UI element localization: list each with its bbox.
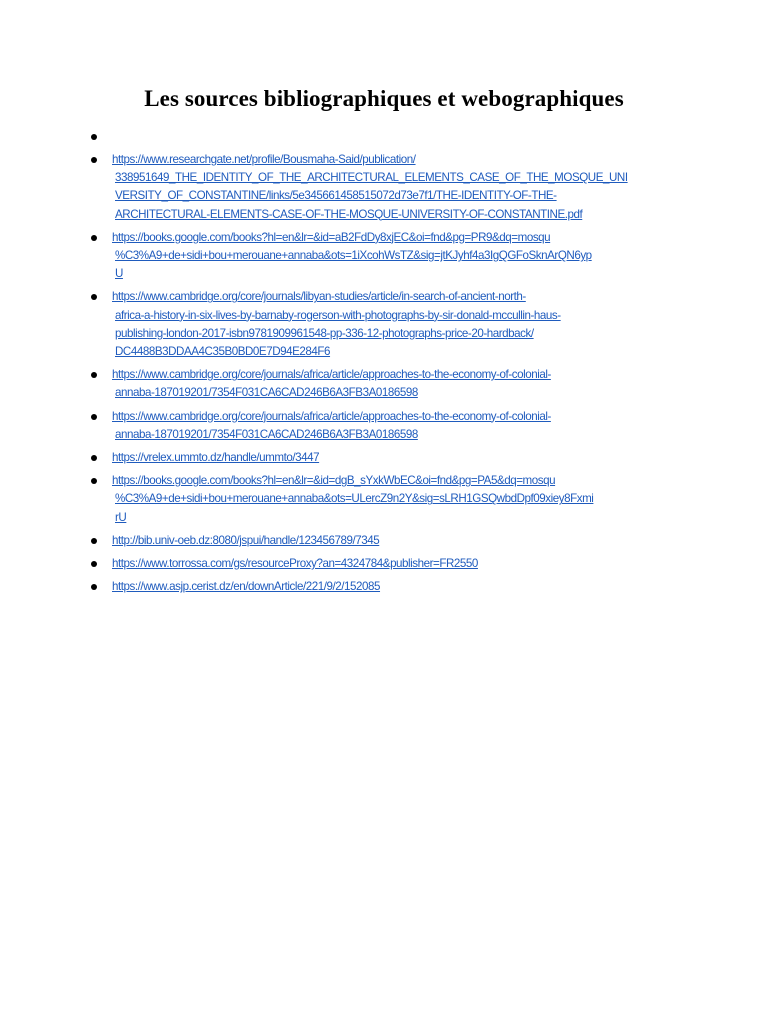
reference-link[interactable]: [112, 366, 680, 402]
bullet-icon: [91, 414, 97, 420]
reference-link-line: 338951649_THE_IDENTITY_OF_THE_ARCHITECTURAL_ELEMENTS_CASE_OF_THE_MOSQUE_UNI: [115, 171, 628, 185]
reference-link-line: https://books.google.com/books?hl=en&lr=&id=aB2FdDy8xjEC&oi=fnd&pg=PR9&dq=mosqu: [112, 230, 551, 244]
reference-link[interactable]: [112, 288, 680, 361]
reference-list: [90, 128, 680, 601]
bullet-icon: [91, 134, 97, 140]
list-item: [90, 408, 680, 444]
reference-link[interactable]: [112, 229, 680, 284]
reference-link[interactable]: [112, 532, 680, 550]
reference-link-line: DC4488B3DDAA4C35B0BD0E7D94E284F6: [115, 345, 331, 359]
reference-link-line: %C3%A9+de+sidi+bou+merouane+annaba&ots=ULercZ9n2Y&sig=sLRH1GSQwbdDpf09xiey8Fxmi: [115, 492, 594, 506]
reference-link[interactable]: [112, 472, 680, 527]
reference-link-line: https://www.cambridge.org/core/journals/libyan-studies/article/in-search-of-ancient-north-: [112, 290, 526, 304]
reference-link-line: U: [115, 267, 123, 281]
reference-link[interactable]: [112, 408, 680, 444]
reference-link-line: ARCHITECTURAL-ELEMENTS-CASE-OF-THE-MOSQUE-UNIVERSITY-OF-CONSTANTINE.pdf: [115, 207, 583, 221]
list-item: [90, 472, 680, 527]
reference-link[interactable]: [112, 151, 680, 224]
bullet-icon: [91, 294, 97, 300]
reference-link-line: VERSITY_OF_CONSTANTINE/links/5e345661458515072d73e7f1/THE-IDENTITY-OF-THE-: [115, 189, 557, 203]
page-title: Les sources bibliographiques et webographiques: [144, 86, 624, 111]
reference-link-line: https://www.researchgate.net/profile/Bousmaha-Said/publication/: [112, 153, 416, 166]
reference-link-line: rU: [115, 510, 127, 524]
reference-link-line: %C3%A9+de+sidi+bou+merouane+annaba&ots=1iXcohWsTZ&sig=jtKJyhf4a3IgQGFoSknArQN6yp: [115, 249, 592, 263]
reference-link[interactable]: [112, 578, 680, 596]
reference-link-line: annaba-187019201/7354F031CA6CAD246B6A3FB3A0186598: [115, 427, 418, 441]
reference-link[interactable]: [112, 449, 680, 467]
reference-link-line: https://www.cambridge.org/core/journals/africa/article/approaches-to-the-economy-of-colonial-: [112, 368, 551, 382]
reference-link-line: africa-a-history-in-six-lives-by-barnaby-rogerson-with-photographs-by-sir-donald-mccullin-haus-: [115, 308, 561, 322]
list-item: [90, 128, 680, 146]
bullet-icon: [91, 455, 97, 461]
empty-list-entry: [112, 128, 680, 146]
reference-link-line: https://vrelex.ummto.dz/handle/ummto/3447: [112, 451, 320, 465]
list-item: [90, 555, 680, 573]
bullet-icon: [91, 561, 97, 567]
list-item: [90, 288, 680, 361]
reference-link-line: publishing-london-2017-isbn9781909961548-pp-336-12-photographs-price-20-hardback/: [115, 326, 534, 340]
bullet-icon: [91, 584, 97, 590]
list-item: [90, 151, 680, 224]
reference-link-line: https://books.google.com/books?hl=en&lr=&id=dgB_sYxkWbEC&oi=fnd&pg=PA5&dq=mosqu: [112, 474, 556, 488]
reference-link-line: https://www.cambridge.org/core/journals/africa/article/approaches-to-the-economy-of-colonial-: [112, 409, 551, 423]
list-item: [90, 449, 680, 467]
bullet-icon: [91, 157, 97, 163]
reference-link-line: annaba-187019201/7354F031CA6CAD246B6A3FB3A0186598: [115, 386, 418, 400]
list-item: [90, 578, 680, 596]
bullet-icon: [91, 478, 97, 484]
list-item: [90, 366, 680, 402]
bullet-icon: [91, 235, 97, 241]
list-item: [90, 532, 680, 550]
reference-link-line: https://www.asjp.cerist.dz/en/downArticle/221/9/2/152085: [112, 580, 381, 594]
bullet-icon: [91, 372, 97, 378]
reference-link-line: http://bib.univ-oeb.dz:8080/jspui/handle/123456789/7345: [112, 533, 380, 547]
reference-link-line: https://www.torrossa.com/gs/resourceProxy?an=4324784&publisher=FR2550: [112, 557, 478, 571]
reference-link[interactable]: [112, 555, 680, 573]
list-item: [90, 229, 680, 284]
bullet-icon: [91, 538, 97, 544]
